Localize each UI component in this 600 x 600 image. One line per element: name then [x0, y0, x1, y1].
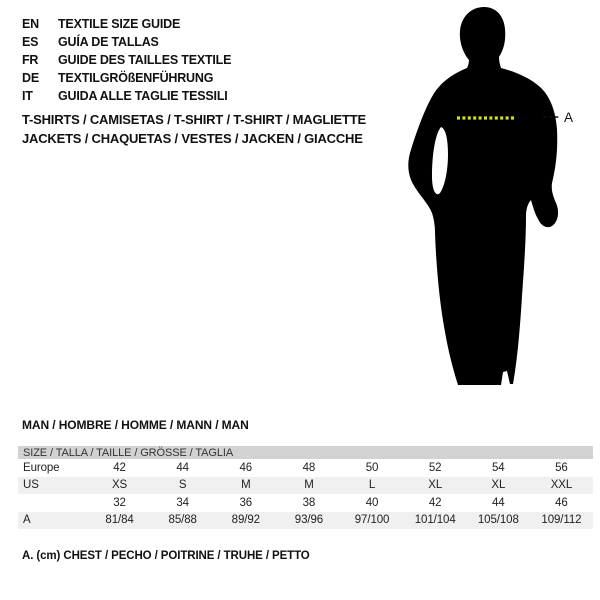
section-title-man: MAN / HOMBRE / HOMME / MANN / MAN: [22, 418, 249, 432]
size-cell: L: [368, 479, 376, 492]
size-cell: XS: [111, 479, 128, 492]
size-cell: 85/88: [168, 514, 197, 527]
size-cell: 50: [365, 461, 379, 474]
language-row-en: [22, 15, 231, 33]
language-label: GUÍA DE TALLAS: [58, 35, 159, 49]
row-label-blank: [18, 494, 88, 512]
size-cell: 109/112: [541, 514, 582, 527]
size-cell: 46: [239, 461, 253, 474]
size-cell: 42: [428, 496, 442, 509]
size-cell: M: [304, 479, 314, 492]
row-label-us: US: [23, 479, 39, 492]
language-row-fr: [22, 51, 231, 69]
size-cell: 36: [239, 496, 253, 509]
size-cell: 32: [113, 496, 126, 509]
size-cell: 38: [302, 496, 316, 509]
size-cell: 101/104: [414, 514, 456, 527]
language-code: IT: [22, 89, 33, 103]
size-cell: 48: [302, 461, 316, 474]
size-cell: 93/96: [294, 514, 324, 527]
size-cell: 44: [176, 461, 189, 474]
size-cell: 34: [176, 496, 189, 509]
size-cell: 54: [492, 461, 505, 474]
size-cell: S: [178, 479, 187, 492]
language-code: ES: [22, 35, 39, 49]
language-label: TEXTILGRÖßENFÜHRUNG: [58, 71, 214, 85]
size-table-header-row: [18, 446, 593, 459]
category-line-jackets: JACKETS / CHAQUETAS / VESTES / JACKEN / GIACCHE: [22, 131, 363, 146]
language-list: [22, 15, 231, 105]
language-row-it: [22, 87, 231, 105]
language-label: TEXTILE SIZE GUIDE: [58, 17, 181, 31]
size-cell: 46: [555, 496, 568, 509]
measurement-footnote: A. (cm) CHEST / PECHO / POITRINE / TRUHE / PETTO: [22, 550, 310, 562]
language-label: GUIDE DES TAILLES TEXTILE: [58, 53, 232, 67]
size-cell: 97/100: [354, 514, 390, 527]
language-label: GUIDA ALLE TAGLIE TESSILI: [58, 89, 228, 103]
size-cell: 44: [492, 496, 505, 509]
table-row-europe: [18, 459, 593, 477]
row-label-europe: Europe: [23, 461, 60, 474]
language-code: FR: [22, 53, 39, 67]
man-silhouette-figure: [400, 0, 590, 400]
size-table-header: SIZE / TALLA / TAILLE / GRÖSSE / TAGLIA: [18, 446, 593, 459]
size-cell: XXL: [550, 479, 573, 492]
language-row-de: [22, 69, 231, 87]
size-cell: 105/108: [477, 514, 519, 527]
size-cell: 89/92: [231, 514, 260, 527]
category-line-tshirts: T-SHIRTS / CAMISETAS / T-SHIRT / T-SHIRT / MAGLIETTE: [22, 112, 366, 127]
man-silhouette-shape: [408, 7, 558, 385]
size-cell: M: [241, 479, 251, 492]
size-cell: 81/84: [105, 514, 134, 527]
language-code: EN: [22, 17, 39, 31]
size-cell: 56: [555, 461, 568, 474]
measure-label-a: A: [564, 110, 574, 125]
size-cell: XL: [428, 479, 443, 492]
language-code: DE: [22, 71, 39, 85]
language-row-es: [22, 33, 231, 51]
size-cell: 42: [113, 461, 126, 474]
table-row-intl: [18, 494, 593, 512]
row-label-a: A: [23, 514, 31, 527]
category-lines: [22, 110, 366, 148]
table-row-us: [18, 477, 593, 495]
size-table: [18, 446, 593, 529]
table-row-chest: [18, 512, 593, 530]
size-cell: XL: [491, 479, 506, 492]
size-cell: 52: [428, 461, 442, 474]
size-cell: 40: [365, 496, 379, 509]
